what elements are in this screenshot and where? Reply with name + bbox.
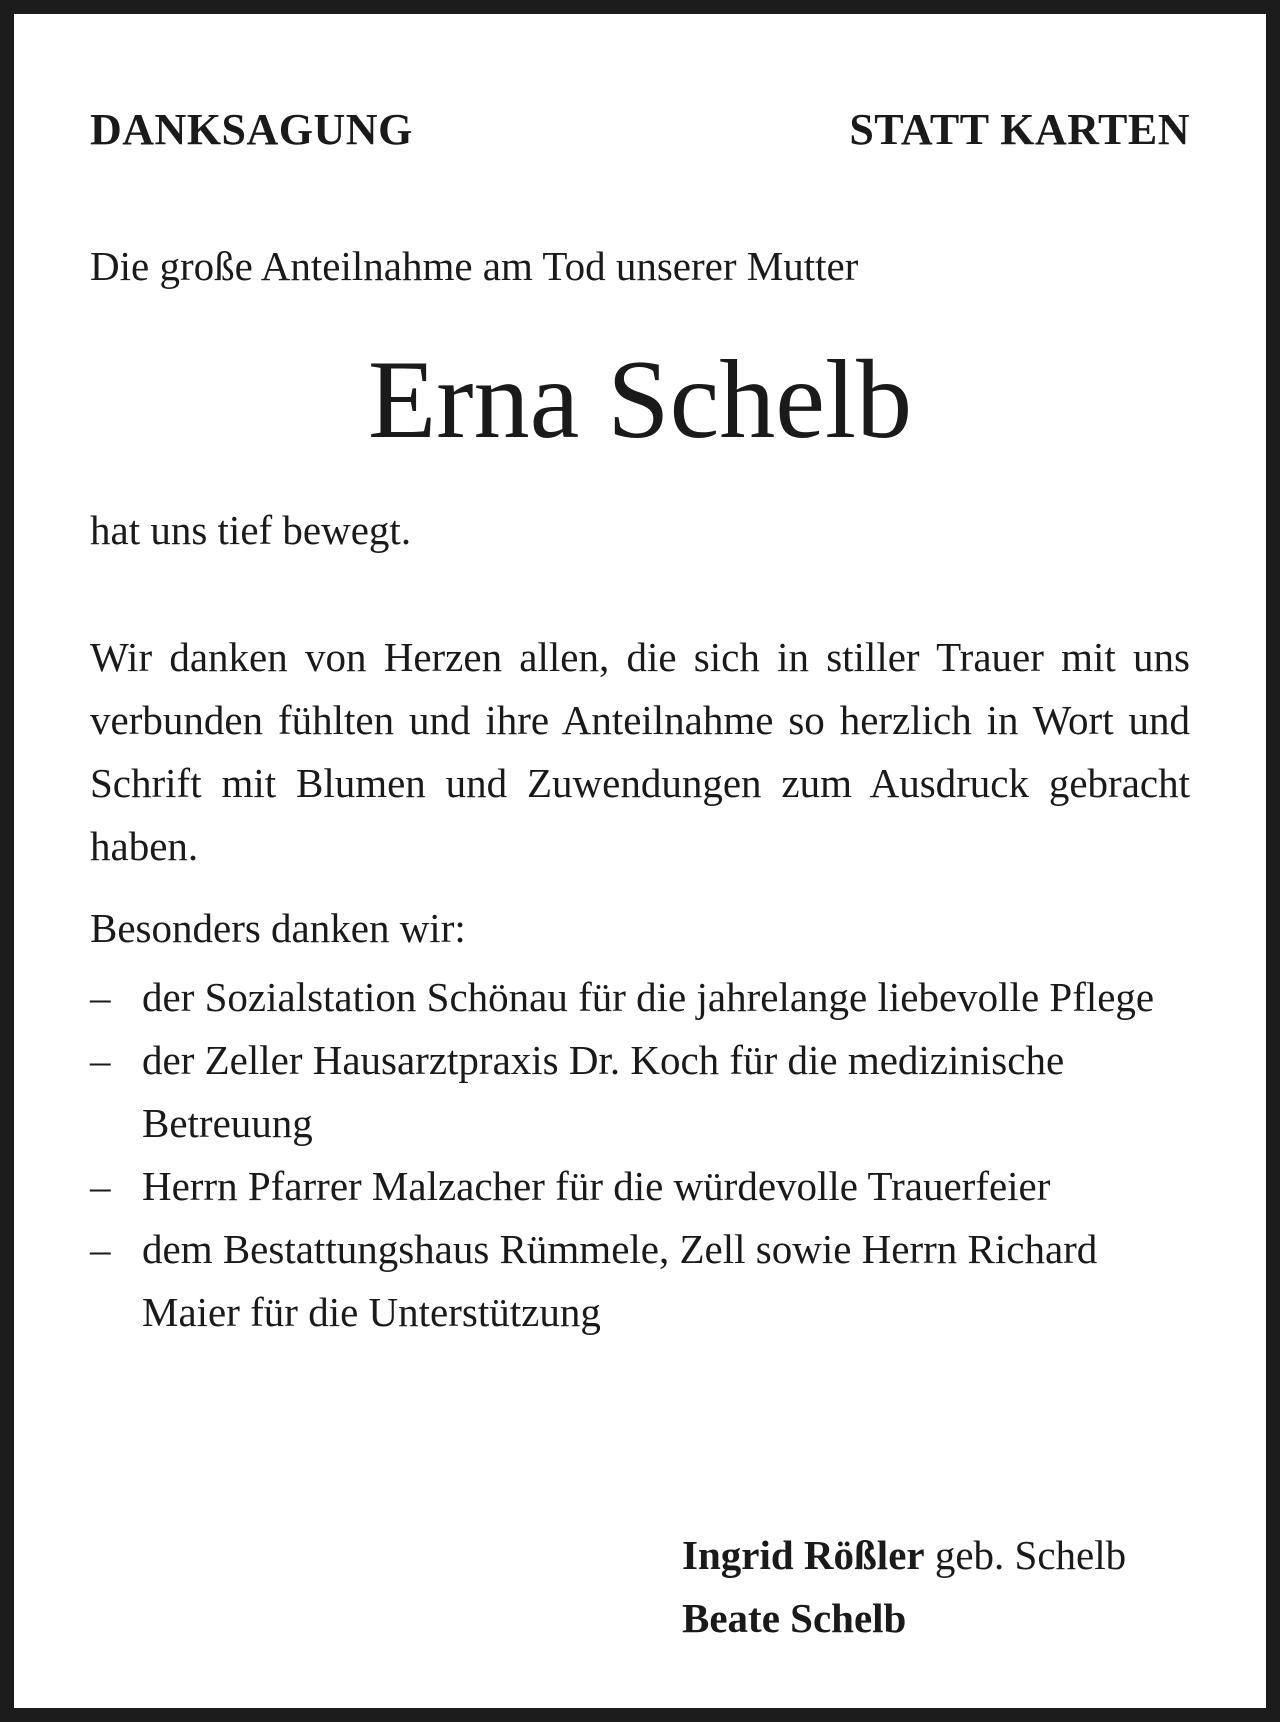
signature-line-1: [682, 1524, 1126, 1587]
list-item-text: der Sozialstation Schönau für die jahrelange liebevolle Pflege: [142, 974, 1155, 1020]
dash-marker: –: [90, 1037, 111, 1083]
list-item: [90, 1029, 1190, 1155]
signer-name-1: Ingrid Rößler: [682, 1532, 925, 1578]
dash-marker: –: [90, 974, 111, 1020]
signature-block: [682, 1524, 1126, 1650]
thanks-list: [90, 966, 1190, 1344]
list-item: [90, 1155, 1190, 1218]
special-thanks-heading: Besonders danken wir:: [90, 905, 466, 951]
thanks-paragraph: Wir danken von Herzen allen, die sich in stiller Trauer mit uns verbunden fühlten und ihre Anteilnahme so herzlich in Wort und Schrift mit Blumen und Zuwendungen zum Ausdruck gebracht haben.: [90, 634, 1190, 869]
header-row: [90, 104, 1190, 155]
signer-maiden-name: geb. Schelb: [924, 1532, 1127, 1578]
signer-name-2: Beate Schelb: [682, 1595, 907, 1641]
signature-line-2: [682, 1587, 1126, 1650]
list-item-text: Herrn Pfarrer Malzacher für die würdevolle Trauerfeier: [142, 1163, 1051, 1209]
header-left: DANKSAGUNG: [90, 105, 413, 154]
notice-content: [90, 14, 1190, 1708]
list-item-text: dem Bestattungshaus Rümmele, Zell sowie Herrn Richard Maier für die Unterstützung: [142, 1226, 1098, 1335]
list-item: [90, 1218, 1190, 1344]
dash-marker: –: [90, 1226, 111, 1272]
list-item-text: der Zeller Hausarztpraxis Dr. Koch für die medizinische Betreuung: [142, 1037, 1065, 1146]
header-right: STATT KARTEN: [849, 105, 1190, 154]
intro-text: Die große Anteilnahme am Tod unserer Mutter: [90, 243, 859, 289]
deceased-name: Erna Schelb: [367, 338, 913, 462]
outro-text: hat uns tief bewegt.: [90, 507, 412, 553]
list-item: [90, 966, 1190, 1029]
dash-marker: –: [90, 1163, 111, 1209]
